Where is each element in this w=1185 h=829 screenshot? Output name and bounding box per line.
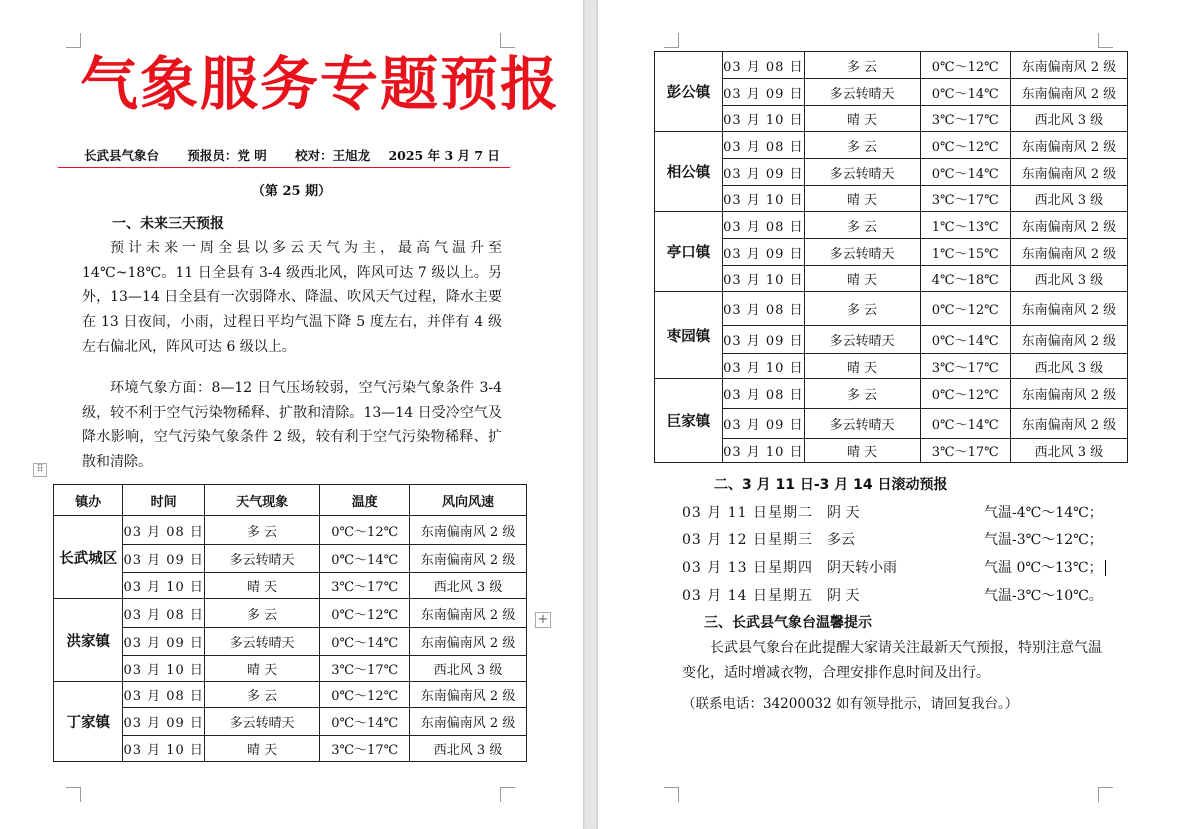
- temperature-cell: 0℃～12℃: [320, 682, 410, 708]
- temperature-cell: 0℃～14℃: [320, 708, 410, 736]
- date-cell: 03 月 10 日: [723, 439, 804, 463]
- header-temperature: 温度: [320, 485, 410, 516]
- town-name: 巨家镇: [655, 379, 723, 463]
- document-page-1: [0, 0, 583, 829]
- temperature-cell: 4℃～18℃: [920, 266, 1010, 292]
- byline: [58, 146, 510, 168]
- date-cell: 03 月 08 日: [723, 132, 804, 159]
- weather-cell: 多 云: [804, 379, 920, 409]
- weather-cell: 多云转晴天: [804, 239, 920, 266]
- text-cursor: [1105, 560, 1106, 576]
- weather-cell: 多 云: [804, 212, 920, 239]
- weather-cell: 晴 天: [804, 266, 920, 292]
- margin-mark-bottom-left: [66, 787, 81, 802]
- proofreader: 校对：王旭龙: [295, 148, 371, 163]
- table-row: [54, 516, 527, 545]
- rolling-date: 03 月 14 日星期五: [682, 588, 813, 604]
- temperature-cell: 3℃～17℃: [920, 439, 1010, 463]
- weather-cell: 晴 天: [204, 656, 319, 682]
- wind-cell: 东南偏南风 2 级: [1010, 379, 1127, 409]
- wind-cell: 东南偏南风 2 级: [1010, 326, 1127, 354]
- margin-mark-top-left: [664, 33, 679, 48]
- temperature-cell: 3℃～17℃: [920, 354, 1010, 379]
- weather-cell: 多 云: [204, 599, 319, 628]
- date-cell: 03 月 09 日: [723, 159, 804, 186]
- forecast-table-left: [53, 484, 527, 762]
- wind-cell: 东南偏南风 2 级: [410, 628, 527, 656]
- section-heading-rolling-forecast: 二、3 月 11 日-3 月 14 日滚动预报: [714, 477, 948, 493]
- temperature-cell: 0℃～12℃: [320, 599, 410, 628]
- table-row: [54, 708, 527, 736]
- wind-cell: 东南偏南风 2 级: [1010, 292, 1127, 326]
- date-cell: 03 月 10 日: [123, 656, 204, 682]
- wind-cell: 东南偏南风 2 级: [1010, 132, 1127, 159]
- rolling-weather: 阴 天: [827, 505, 860, 521]
- margin-mark-bottom-right: [500, 787, 515, 802]
- table-header-row: [54, 485, 527, 516]
- table-add-row-button[interactable]: +: [535, 612, 551, 628]
- wind-cell: 西北风 3 级: [410, 573, 527, 599]
- wind-cell: 西北风 3 级: [1010, 439, 1127, 463]
- forecast-paragraph: 预计未来一周全县以多云天气为主，最高气温升至 14℃~18℃。11 日全县有 3-4 级西北风，阵风可达 7 级以上。另外，13—14 日全县有一次弱降水、降温、吹风天气过程，降水主要在 13 日夜间，小雨，过程日平均气温下降 5 度左右，并伴有 4 级左右偏北风，阵风可达 6 级以上。: [82, 240, 502, 355]
- date-cell: 03 月 10 日: [723, 354, 804, 379]
- document-page-2: [598, 0, 1185, 829]
- header-weather: 天气现象: [204, 485, 319, 516]
- town-name: 洪家镇: [54, 599, 123, 682]
- wind-cell: 东南偏南风 2 级: [1010, 212, 1127, 239]
- table-row: [655, 159, 1128, 186]
- town-name: 枣园镇: [655, 292, 723, 379]
- weather-cell: 晴 天: [804, 186, 920, 212]
- temperature-cell: 0℃～14℃: [920, 326, 1010, 354]
- wind-cell: 东南偏南风 2 级: [410, 599, 527, 628]
- temperature-cell: 0℃～12℃: [920, 52, 1010, 79]
- table-row: [655, 132, 1128, 159]
- date-cell: 03 月 08 日: [123, 599, 204, 628]
- weather-cell: 多云转晴天: [804, 326, 920, 354]
- rolling-date: 03 月 12 日星期三: [682, 532, 813, 548]
- town-name: 丁家镇: [54, 682, 123, 762]
- temperature-cell: 3℃～17℃: [920, 186, 1010, 212]
- table-row: [54, 573, 527, 599]
- table-row: [54, 599, 527, 628]
- date-cell: 03 月 08 日: [723, 52, 804, 79]
- temperature-cell: 0℃～12℃: [920, 379, 1010, 409]
- document-title: 气象服务专题预报: [80, 50, 561, 118]
- weather-cell: 多云转晴天: [204, 628, 319, 656]
- rolling-temp-text: 气温 0℃～13℃；: [984, 560, 1103, 576]
- date-cell: 03 月 09 日: [723, 79, 804, 106]
- section-heading-forecast: 一、未来三天预报: [112, 216, 224, 232]
- date-cell: 03 月 10 日: [723, 186, 804, 212]
- weather-cell: 多云转晴天: [804, 159, 920, 186]
- wind-cell: 东南偏南风 2 级: [410, 708, 527, 736]
- margin-mark-top-left: [66, 33, 81, 48]
- wind-cell: 东南偏南风 2 级: [410, 516, 527, 545]
- weather-cell: 晴 天: [204, 736, 319, 762]
- table-row: [655, 106, 1128, 132]
- temperature-cell: 0℃～14℃: [320, 628, 410, 656]
- temperature-cell: 0℃～14℃: [920, 79, 1010, 106]
- station-name: 长武县气象台: [84, 148, 160, 163]
- wind-cell: 东南偏南风 2 级: [410, 545, 527, 573]
- date-cell: 03 月 09 日: [123, 545, 204, 573]
- environment-paragraph: 环境气象方面：8—12 日气压场较弱，空气污染气象条件 3-4 级，较不利于空气污染物稀释、扩散和清除。13—14 日受冷空气及降水影响，空气污染气象条件 2 级，较有利于空气污染物稀释、扩散和清除。: [82, 380, 502, 471]
- temperature-cell: 0℃～14℃: [320, 545, 410, 573]
- wind-cell: 东南偏南风 2 级: [1010, 409, 1127, 439]
- forecaster: 预报员：党 明: [187, 148, 267, 163]
- table-row: [655, 79, 1128, 106]
- weather-cell: 多 云: [804, 52, 920, 79]
- date-cell: 03 月 09 日: [723, 409, 804, 439]
- rolling-temp: [984, 557, 1106, 577]
- rolling-temp: 气温-3℃～12℃；: [984, 532, 1103, 548]
- date-cell: 03 月 10 日: [723, 266, 804, 292]
- town-name: 相公镇: [655, 132, 723, 212]
- temperature-cell: 3℃～17℃: [920, 106, 1010, 132]
- temperature-cell: 0℃～12℃: [320, 516, 410, 545]
- date-cell: 03 月 09 日: [723, 239, 804, 266]
- town-name: 彭公镇: [655, 52, 723, 132]
- temperature-cell: 0℃～14℃: [920, 409, 1010, 439]
- wind-cell: 东南偏南风 2 级: [1010, 52, 1127, 79]
- temperature-cell: 1℃～15℃: [920, 239, 1010, 266]
- table-row: [655, 292, 1128, 326]
- table-row: [54, 682, 527, 708]
- weather-cell: 多云转晴天: [204, 545, 319, 573]
- weather-cell: 多 云: [204, 516, 319, 545]
- weather-cell: 晴 天: [204, 573, 319, 599]
- wind-cell: 西北风 3 级: [410, 656, 527, 682]
- table-row: [655, 186, 1128, 212]
- temperature-cell: 0℃～14℃: [920, 159, 1010, 186]
- rolling-weather: 阴天转小雨: [827, 560, 897, 576]
- date-cell: 03 月 10 日: [123, 736, 204, 762]
- date-cell: 03 月 10 日: [723, 106, 804, 132]
- date-cell: 03 月 10 日: [123, 573, 204, 599]
- header-town: 镇办: [54, 485, 123, 516]
- header-wind: 风向风速: [410, 485, 527, 516]
- header-time: 时间: [123, 485, 204, 516]
- section-heading-tips: 三、长武县气象台温馨提示: [704, 615, 872, 631]
- rolling-date: 03 月 13 日星期四: [682, 560, 813, 576]
- table-row: [655, 354, 1128, 379]
- margin-mark-bottom-left: [664, 787, 679, 802]
- date-cell: 03 月 09 日: [123, 708, 204, 736]
- margin-mark-bottom-right: [1098, 787, 1113, 802]
- temperature-cell: 3℃～17℃: [320, 573, 410, 599]
- contact-line: （联系电话：34200032 如有领导批示，请回复我台。）: [682, 696, 1019, 712]
- table-row: [655, 212, 1128, 239]
- table-row: [54, 736, 527, 762]
- table-row: [54, 628, 527, 656]
- date-cell: 03 月 08 日: [723, 212, 804, 239]
- temperature-cell: 3℃～17℃: [320, 736, 410, 762]
- weather-cell: 晴 天: [804, 439, 920, 463]
- temperature-cell: 3℃～17℃: [320, 656, 410, 682]
- issue-number: （第 25 期）: [251, 184, 332, 199]
- date-cell: 03 月 08 日: [123, 682, 204, 708]
- tips-paragraph: 长武县气象台在此提醒大家请关注最新天气预报，特别注意气温变化，适时增减衣物，合理安排作息时间及出行。: [682, 640, 1102, 681]
- temperature-cell: 0℃～12℃: [920, 292, 1010, 326]
- weather-cell: 多 云: [804, 292, 920, 326]
- wind-cell: 西北风 3 级: [1010, 354, 1127, 379]
- date-cell: 03 月 08 日: [723, 379, 804, 409]
- table-row: [655, 266, 1128, 292]
- weather-cell: 晴 天: [804, 106, 920, 132]
- temperature-cell: 0℃～12℃: [920, 132, 1010, 159]
- wind-cell: 东南偏南风 2 级: [1010, 239, 1127, 266]
- date-cell: 03 月 08 日: [123, 516, 204, 545]
- table-row: [655, 409, 1128, 439]
- date-cell: 03 月 09 日: [123, 628, 204, 656]
- date-cell: 03 月 08 日: [723, 292, 804, 326]
- table-row: [655, 239, 1128, 266]
- issue-date: 2025 年 3 月 7 日: [388, 148, 500, 163]
- wind-cell: 西北风 3 级: [1010, 266, 1127, 292]
- weather-cell: 晴 天: [804, 354, 920, 379]
- wind-cell: 东南偏南风 2 级: [410, 682, 527, 708]
- table-row: [655, 379, 1128, 409]
- wind-cell: 东南偏南风 2 级: [1010, 79, 1127, 106]
- wind-cell: 西北风 3 级: [410, 736, 527, 762]
- margin-mark-top-right: [1098, 33, 1113, 48]
- table-row: [54, 545, 527, 573]
- date-cell: 03 月 09 日: [723, 326, 804, 354]
- weather-cell: 多 云: [804, 132, 920, 159]
- weather-cell: 多云转晴天: [204, 708, 319, 736]
- town-name: 长武城区: [54, 516, 123, 599]
- rolling-weather: 阴 天: [827, 588, 860, 604]
- weather-cell: 多云转晴天: [804, 79, 920, 106]
- table-row: [54, 656, 527, 682]
- table-move-handle[interactable]: ⠿: [33, 463, 47, 477]
- rolling-date: 03 月 11 日星期二: [682, 505, 813, 521]
- table-row: [655, 326, 1128, 354]
- rolling-temp: 气温-4℃～14℃；: [984, 505, 1103, 521]
- weather-cell: 多 云: [204, 682, 319, 708]
- wind-cell: 东南偏南风 2 级: [1010, 159, 1127, 186]
- wind-cell: 西北风 3 级: [1010, 106, 1127, 132]
- forecast-table-right: [654, 51, 1128, 463]
- temperature-cell: 1℃～13℃: [920, 212, 1010, 239]
- rolling-weather: 多云: [827, 532, 855, 548]
- town-name: 亭口镇: [655, 212, 723, 292]
- rolling-temp: 气温-3℃～10℃。: [984, 588, 1103, 604]
- table-row: [655, 439, 1128, 463]
- wind-cell: 西北风 3 级: [1010, 186, 1127, 212]
- table-row: [655, 52, 1128, 79]
- weather-cell: 多云转晴天: [804, 409, 920, 439]
